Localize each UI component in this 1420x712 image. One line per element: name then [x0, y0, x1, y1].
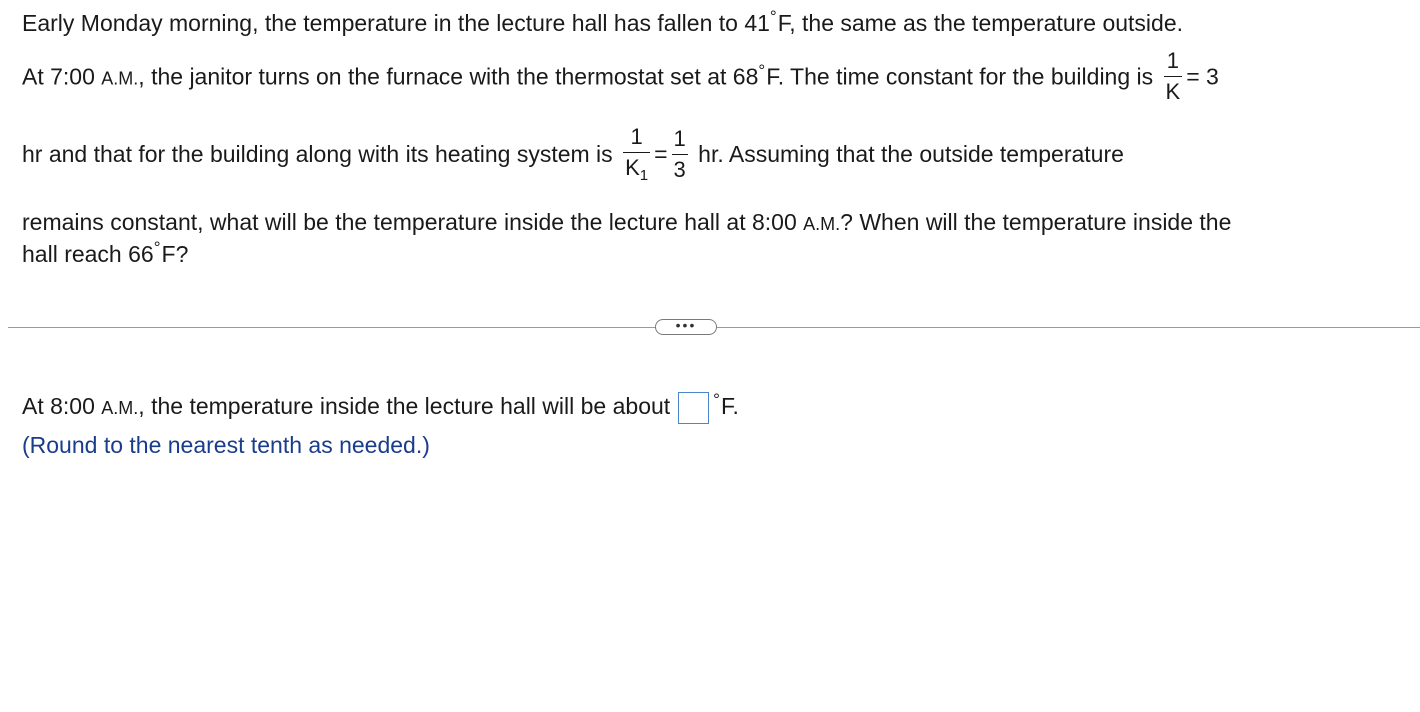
fraction-numerator: 1: [673, 125, 686, 151]
rounding-hint: (Round to the nearest tenth as needed.): [22, 432, 430, 458]
fraction-bar: [623, 152, 650, 153]
problem-text: Early Monday morning, the temperature in the lecture hall has fallen to 41: [22, 10, 770, 36]
problem-text: F, the same as the temperature outside.: [777, 10, 1184, 36]
problem-line-3: [22, 126, 1124, 186]
answer-text: At 8:00: [22, 393, 102, 420]
fraction-bar: [672, 154, 688, 155]
equals-sign: =: [654, 141, 668, 168]
fraction-denominator: K: [1165, 79, 1181, 104]
problem-text: hr. Assuming that the outside temperature: [691, 141, 1124, 168]
fraction-numerator: 1: [1166, 48, 1179, 73]
fraction-one-over-k1: [623, 124, 650, 184]
answer-text: , the temperature inside the lecture hall will be about: [138, 393, 671, 420]
subscript: 1: [639, 167, 649, 184]
degree-symbol: °: [153, 238, 161, 257]
fraction-denominator: 3: [673, 156, 686, 182]
fraction-one-third: [672, 126, 688, 183]
problem-text: hr and that for the building along with its heating system is: [22, 141, 620, 168]
answer-line: [22, 392, 739, 424]
problem-text: ? When will the temperature inside the: [840, 209, 1232, 235]
degree-symbol: °: [713, 390, 720, 410]
problem-text: hall reach 66: [22, 241, 154, 267]
problem-text: At 7:00: [22, 63, 102, 90]
problem-text: F?: [161, 241, 189, 267]
k-letter: K: [625, 155, 640, 180]
fraction-denominator: [623, 155, 650, 184]
fraction-bar: [1164, 76, 1183, 77]
answer-unit: F.: [720, 393, 739, 420]
degree-symbol: °: [758, 60, 766, 80]
temperature-answer-input[interactable]: [678, 392, 709, 424]
problem-text: remains constant, what will be the temperature inside the lecture hall at 8:00: [22, 209, 804, 235]
problem-text: = 3: [1186, 63, 1219, 90]
am-label: A.M.: [101, 68, 139, 89]
problem-text: , the janitor turns on the furnace with the thermostat set at 68: [138, 63, 759, 90]
problem-line-1: [22, 9, 1183, 40]
problem-line-4: [22, 208, 1231, 238]
degree-symbol: °: [769, 7, 777, 26]
fraction-one-over-k: [1164, 48, 1183, 105]
am-label: A.M.: [803, 214, 841, 234]
am-label: A.M.: [101, 398, 139, 419]
more-options-button[interactable]: •••: [655, 319, 717, 335]
problem-line-2: [22, 50, 1219, 107]
problem-text: F. The time constant for the building is: [766, 63, 1160, 90]
fraction-numerator: 1: [630, 124, 643, 149]
problem-line-5: [22, 240, 188, 271]
